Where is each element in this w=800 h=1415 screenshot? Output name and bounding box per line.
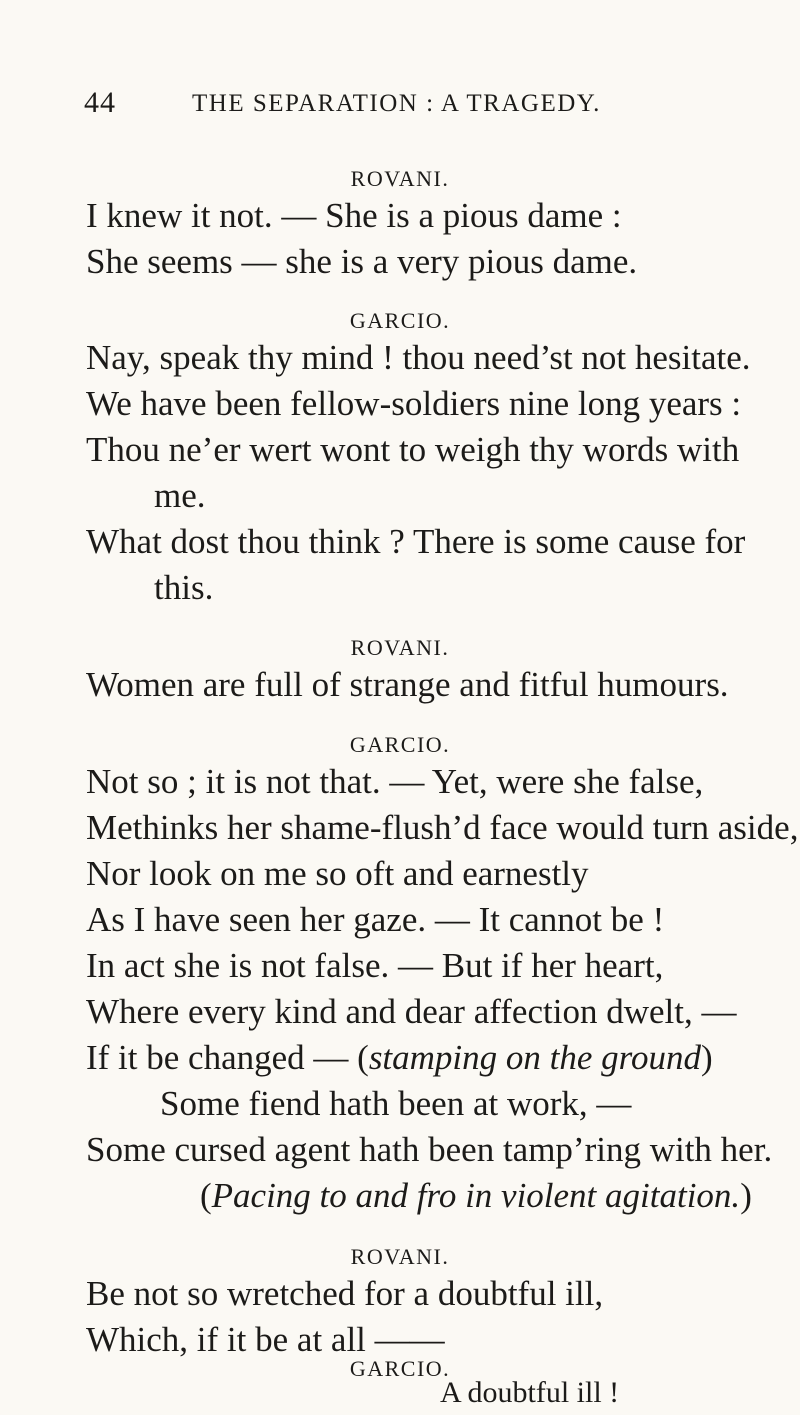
verse-line: A doubtful ill ! bbox=[440, 1376, 620, 1409]
verse-line: Where every kind and dear affection dwelt, — bbox=[86, 992, 737, 1031]
verse-line-with-stage-direction bbox=[86, 1038, 713, 1078]
verse-line: Be not so wretched for a doubtful ill, bbox=[86, 1274, 604, 1313]
paren: ( bbox=[200, 1176, 212, 1215]
page-number: 44 bbox=[84, 86, 116, 119]
running-title: THE SEPARATION : A TRAGEDY. bbox=[192, 90, 601, 117]
verse-line: We have been fellow-soldiers nine long years : bbox=[86, 384, 742, 423]
verse-line: Nay, speak thy mind ! thou need’st not hesitate. bbox=[86, 338, 751, 377]
verse-line: Methinks her shame-flush’d face would turn aside, bbox=[86, 808, 799, 847]
verse-line: this. bbox=[154, 568, 214, 607]
verse-line: I knew it not. — She is a pious dame : bbox=[86, 196, 622, 235]
verse-line: Thou ne’er wert wont to weigh thy words with bbox=[86, 430, 740, 469]
stage-direction-line bbox=[200, 1176, 752, 1216]
verse-line: Nor look on me so oft and earnestly bbox=[86, 854, 589, 893]
verse-line: Some fiend hath been at work, — bbox=[160, 1084, 632, 1123]
speaker-name: GARCIO. bbox=[349, 732, 451, 757]
verse-line: As I have seen her gaze. — It cannot be ! bbox=[86, 900, 665, 939]
speaker-name: GARCIO. bbox=[349, 1356, 451, 1381]
verse-line: Some cursed agent hath been tamp’ring with her. bbox=[86, 1130, 773, 1169]
verse-line: In act she is not false. — But if her heart, bbox=[86, 946, 664, 985]
verse-text: If it be changed — ( bbox=[86, 1038, 369, 1077]
verse-line: Women are full of strange and fitful humours. bbox=[86, 665, 729, 704]
paren: ) bbox=[740, 1176, 752, 1215]
speaker-name: ROVANI. bbox=[350, 635, 450, 660]
verse-text: ) bbox=[701, 1038, 713, 1077]
verse-line: What dost thou think ? There is some cause for bbox=[86, 522, 746, 561]
speaker-name: GARCIO. bbox=[349, 308, 451, 333]
speaker-name: ROVANI. bbox=[350, 166, 450, 191]
verse-line: She seems — she is a very pious dame. bbox=[86, 242, 638, 281]
page-header bbox=[84, 86, 764, 126]
verse-line: Which, if it be at all —— bbox=[86, 1320, 445, 1359]
verse-line: me. bbox=[154, 476, 206, 515]
verse-line: Not so ; it is not that. — Yet, were she false, bbox=[86, 762, 704, 801]
speaker-name: ROVANI. bbox=[350, 1244, 450, 1269]
stage-direction: Pacing to and fro in violent agitation. bbox=[211, 1176, 741, 1215]
stage-direction: stamping on the ground bbox=[368, 1038, 701, 1077]
